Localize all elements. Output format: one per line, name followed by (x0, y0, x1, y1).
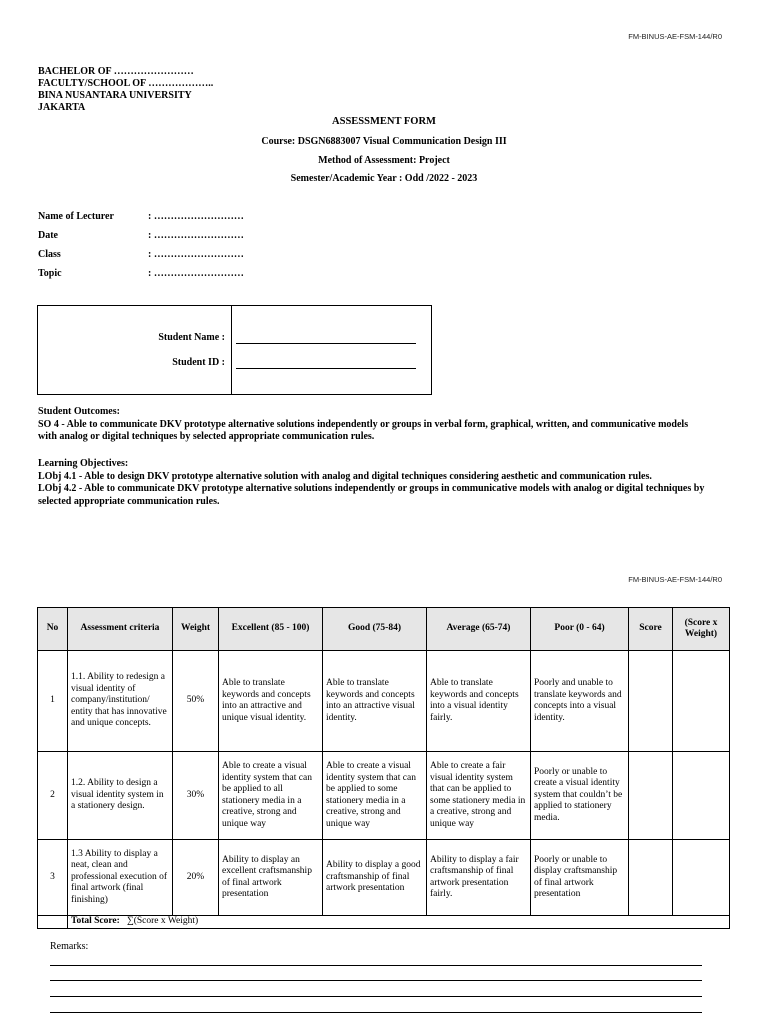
course-title: Course: DSGN6883007 Visual Communication Design III (261, 136, 507, 147)
row-criteria: 1.2. Ability to design a visual identity system in a stationery design. (68, 752, 173, 840)
row-no: 2 (38, 752, 68, 840)
bachelor-line: BACHELOR OF …………………… (38, 66, 194, 77)
row-poor: Poorly or unable to create a visual identity system that couldn’t be applied to stationery media. (531, 752, 629, 840)
student-box-divider (231, 306, 232, 394)
remarks-label: Remarks: (50, 941, 89, 952)
row-score-weight-cell[interactable] (673, 651, 730, 752)
row-excellent: Able to translate keywords and concepts into an attractive and unique visual identity. (219, 651, 323, 752)
date-label: Date (38, 230, 58, 241)
date-value: : ……………………… (148, 230, 244, 241)
total-row (38, 916, 730, 929)
header-score: Score (629, 608, 673, 651)
table-row (38, 752, 730, 840)
student-outcomes (38, 406, 708, 444)
row-score-weight-cell[interactable] (673, 840, 730, 916)
form-code-mid: FM-BINUS-AE-FSM-144/R0 (628, 575, 722, 584)
student-id-label: Student ID : (172, 357, 225, 368)
remarks-line-3[interactable] (50, 996, 702, 997)
row-no: 1 (38, 651, 68, 752)
header-weight: Weight (173, 608, 219, 651)
remarks-line-2[interactable] (50, 980, 702, 981)
row-good: Able to translate keywords and concepts into an attractive visual identity. (323, 651, 427, 752)
lecturer-value: : ……………………… (148, 211, 244, 222)
header-score-weight: (Score x Weight) (673, 608, 730, 651)
total-cell[interactable] (68, 916, 730, 929)
row-poor: Poorly and unable to translate keywords and concepts into a visual identity. (531, 651, 629, 752)
student-id-line[interactable] (236, 358, 416, 369)
table-row (38, 651, 730, 752)
lecturer-label: Name of Lecturer (38, 211, 114, 222)
row-no: 3 (38, 840, 68, 916)
row-score-cell[interactable] (629, 651, 673, 752)
row-weight: 30% (173, 752, 219, 840)
university-line: BINA NUSANTARA UNIVERSITY (38, 90, 192, 101)
row-criteria: 1.1. Ability to redesign a visual identity of company/institution/ entity that has innovative and unique concepts. (68, 651, 173, 752)
header-criteria: Assessment criteria (68, 608, 173, 651)
city-line: JAKARTA (38, 102, 86, 113)
so4-text: SO 4 - Able to communicate DKV prototype alternative solutions independently or groups in verbal form, graphical, written, and communicative models with analog or digital techniques by selected appropriate communication rules. (38, 418, 689, 442)
header-excellent: Excellent (85 - 100) (219, 608, 323, 651)
learning-objectives (38, 458, 708, 508)
row-excellent: Able to create a visual identity system that can be applied to all stationery media in a creative, strong and unique way (219, 752, 323, 840)
lobj42-text: LObj 4.2 - Able to communicate DKV prototype alternative solutions independently or groups in communicative models with analog or digital techniques by selected appropriate communication rules. (38, 483, 705, 507)
total-blank-cell (38, 916, 68, 929)
class-label: Class (38, 249, 61, 260)
header-no: No (38, 608, 68, 651)
total-formula: ∑(Score x Weight) (126, 916, 199, 926)
row-score-cell[interactable] (629, 840, 673, 916)
row-excellent: Ability to display an excellent craftsmanship of final artwork presentation (219, 840, 323, 916)
rubric-table (37, 607, 730, 929)
method-title: Method of Assessment: Project (318, 155, 450, 166)
row-poor: Poorly or unable to display craftsmanship of final artwork presentation (531, 840, 629, 916)
topic-value: : ……………………… (148, 268, 244, 279)
student-name-label: Student Name : (158, 332, 225, 343)
topic-label: Topic (38, 268, 62, 279)
total-label: Total Score: (71, 916, 120, 926)
form-title: ASSESSMENT FORM (332, 116, 436, 127)
class-value: : ……………………… (148, 249, 244, 260)
remarks-line-4[interactable] (50, 1012, 702, 1013)
row-weight: 20% (173, 840, 219, 916)
row-good: Ability to display a good craftsmanship of final artwork presentation (323, 840, 427, 916)
outcomes-heading: Student Outcomes: (38, 406, 120, 417)
row-score-weight-cell[interactable] (673, 752, 730, 840)
rubric-header-row (38, 608, 730, 651)
form-code-top: FM-BINUS-AE-FSM-144/R0 (628, 32, 722, 41)
student-box (37, 305, 432, 395)
row-good: Able to create a visual identity system that can be applied to some stationery media in a creative, strong and unique way (323, 752, 427, 840)
table-row (38, 840, 730, 916)
row-criteria: 1.3 Ability to display a neat, clean and professional execution of final artwork (final finishing) (68, 840, 173, 916)
row-average: Ability to display a fair craftsmanship of final artwork presentation fairly. (427, 840, 531, 916)
row-average: Able to translate keywords and concepts into a visual identity fairly. (427, 651, 531, 752)
student-name-line[interactable] (236, 333, 416, 344)
row-score-cell[interactable] (629, 752, 673, 840)
header-average: Average (65-74) (427, 608, 531, 651)
faculty-line: FACULTY/SCHOOL OF ……………….. (38, 78, 214, 89)
semester-title: Semester/Academic Year : Odd /2022 - 2023 (290, 173, 478, 184)
row-weight: 50% (173, 651, 219, 752)
objectives-heading: Learning Objectives: (38, 458, 129, 469)
header-poor: Poor (0 - 64) (531, 608, 629, 651)
institution-block (38, 66, 213, 114)
header-good: Good (75-84) (323, 608, 427, 651)
row-average: Able to create a fair visual identity system that can be applied to some stationery media in a creative, strong and unique way (427, 752, 531, 840)
remarks-line-1[interactable] (50, 965, 702, 966)
lobj41-text: LObj 4.1 - Able to design DKV prototype alternative solution with analog and digital techniques considering aesthetic and communication rules. (38, 470, 652, 482)
